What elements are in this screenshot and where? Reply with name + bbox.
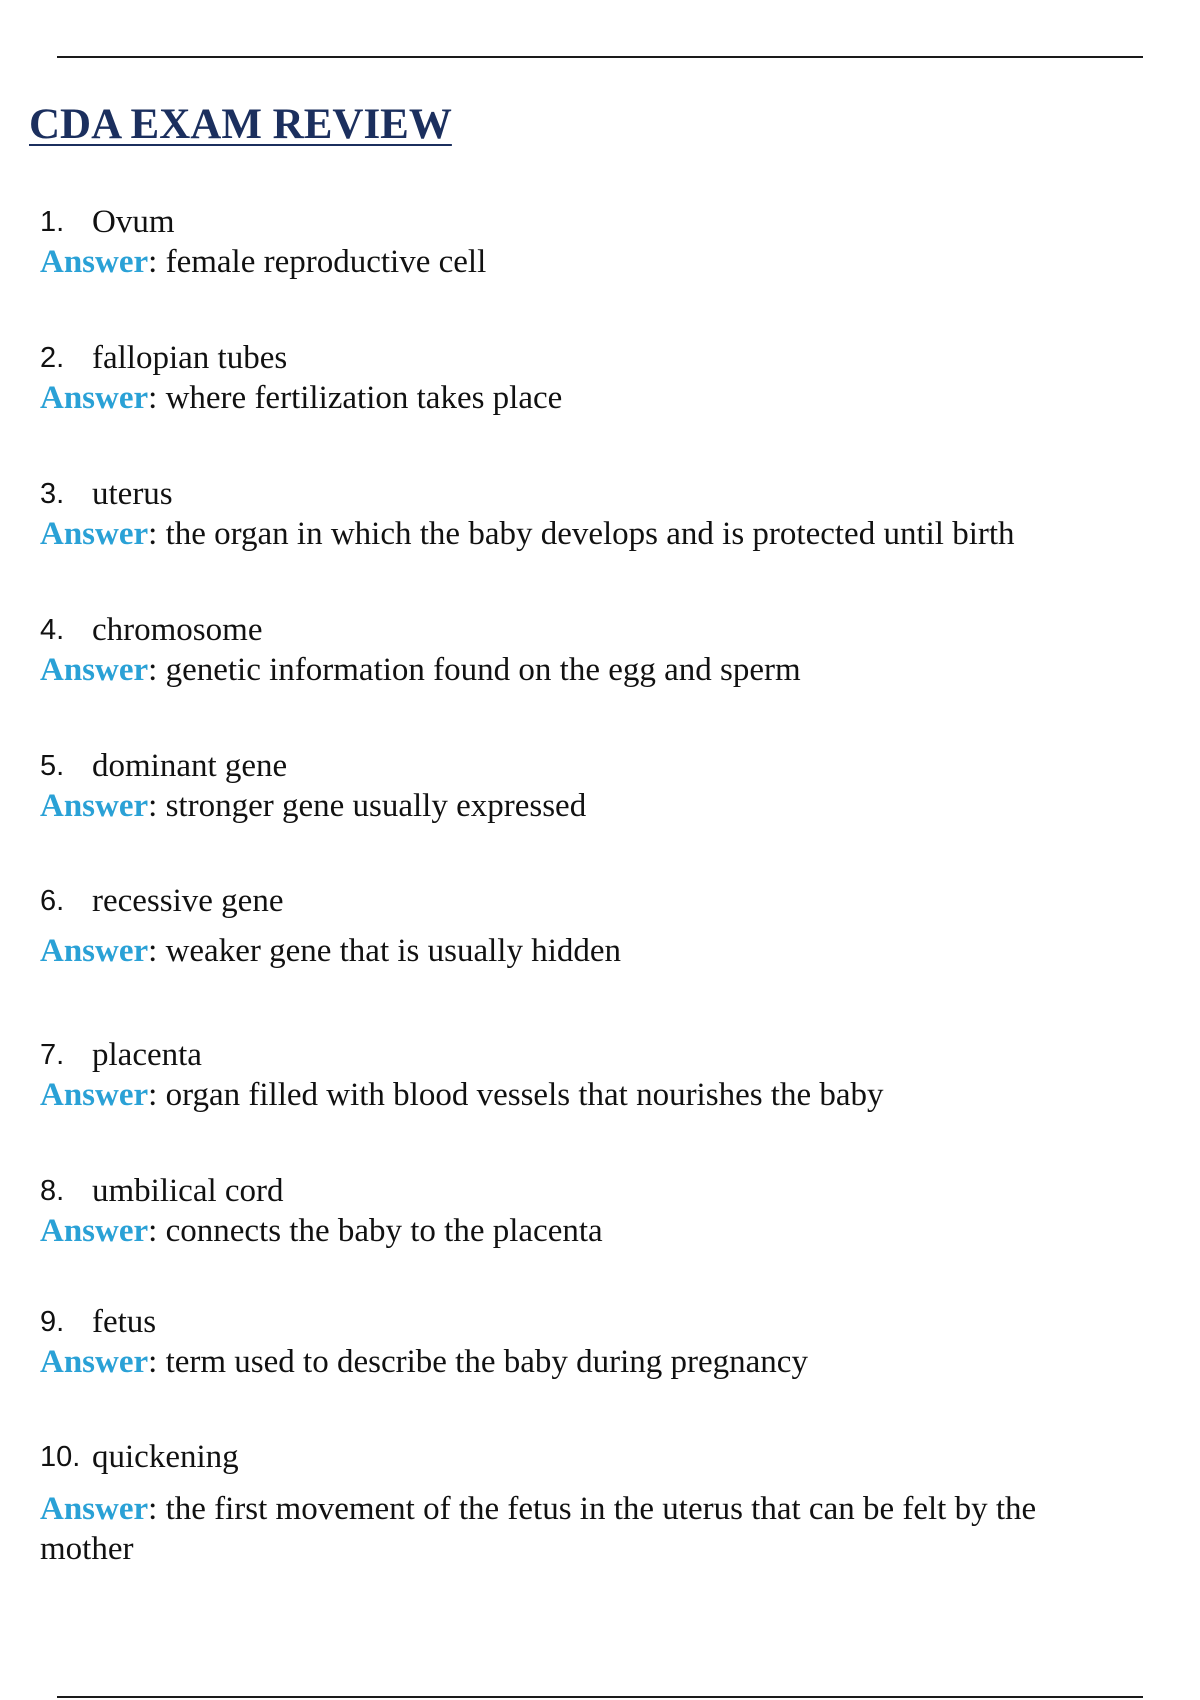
question-number: 5. <box>40 750 65 782</box>
qa-item-1 <box>40 202 1120 282</box>
question-number: 7. <box>40 1039 65 1071</box>
answer-line: Answer: organ filled with blood vessels that nourishes the baby <box>40 1077 884 1113</box>
answer-text: connects the baby to the placenta <box>165 1213 603 1249</box>
answer-text: term used to describe the baby during pregnancy <box>165 1344 808 1380</box>
question-line <box>40 338 1120 378</box>
question-number: 6. <box>40 885 65 917</box>
qa-item-9 <box>40 1302 1120 1382</box>
question-number: 8. <box>40 1175 65 1207</box>
answer-line: Answer: the first movement of the fetus in the uterus that can be felt by the mother <box>40 1491 1037 1567</box>
question-term: Ovum <box>92 204 175 240</box>
answer-line: Answer: where fertilization takes place <box>40 380 563 416</box>
question-number: 2. <box>40 342 65 374</box>
question-number: 3. <box>40 478 65 510</box>
question-line <box>40 1302 1120 1342</box>
top-divider <box>57 56 1143 58</box>
question-line <box>40 202 1120 242</box>
question-term: dominant gene <box>92 748 288 784</box>
answer-text: where fertilization takes place <box>165 380 563 416</box>
question-line <box>40 1171 1120 1211</box>
bottom-divider <box>57 1696 1143 1698</box>
answer-line: Answer: term used to describe the baby during pregnancy <box>40 1344 808 1380</box>
answer-label: Answer <box>40 1213 149 1249</box>
question-number: 10. <box>40 1441 81 1473</box>
question-term: fetus <box>92 1304 157 1340</box>
page-title: CDA EXAM REVIEW <box>29 101 452 148</box>
question-line <box>40 610 1120 650</box>
answer-line: Answer: weaker gene that is usually hidden <box>40 933 622 969</box>
qa-item-4 <box>40 610 1120 690</box>
answer-text: the first movement of the fetus in the uterus that can be felt by the mother <box>40 1491 1037 1567</box>
question-number: 4. <box>40 614 65 646</box>
question-term: recessive gene <box>92 883 284 919</box>
answer-label: Answer <box>40 1344 149 1380</box>
answer-line: Answer: the organ in which the baby develops and is protected until birth <box>40 516 1015 552</box>
qa-item-8 <box>40 1171 1120 1251</box>
answer-line: Answer: connects the baby to the placenta <box>40 1213 603 1249</box>
question-line <box>40 474 1120 514</box>
answer-text: female reproductive cell <box>165 244 487 280</box>
question-term: placenta <box>92 1037 202 1073</box>
question-term: chromosome <box>92 612 263 648</box>
answer-label: Answer <box>40 516 149 552</box>
answer-label: Answer <box>40 1077 149 1113</box>
question-line <box>40 746 1120 786</box>
answer-text: genetic information found on the egg and sperm <box>165 652 801 688</box>
question-line <box>40 881 1120 921</box>
answer-text: the organ in which the baby develops and is protected until birth <box>165 516 1015 552</box>
question-line <box>40 1437 1120 1477</box>
qa-item-7 <box>40 1035 1120 1115</box>
answer-label: Answer <box>40 652 149 688</box>
answer-line: Answer: stronger gene usually expressed <box>40 788 587 824</box>
question-number: 1. <box>40 206 65 238</box>
answer-line: Answer: genetic information found on the egg and sperm <box>40 652 801 688</box>
answer-label: Answer <box>40 244 149 280</box>
question-number: 9. <box>40 1306 65 1338</box>
question-line <box>40 1035 1120 1075</box>
answer-label: Answer <box>40 380 149 416</box>
qa-item-10 <box>40 1437 1120 1569</box>
answer-label: Answer <box>40 933 149 969</box>
answer-line: Answer: female reproductive cell <box>40 244 487 280</box>
qa-item-6 <box>40 881 1120 971</box>
answer-text: weaker gene that is usually hidden <box>165 933 622 969</box>
question-term: quickening <box>92 1439 239 1475</box>
question-term: fallopian tubes <box>92 340 288 376</box>
answer-text: stronger gene usually expressed <box>165 788 587 824</box>
answer-text: organ filled with blood vessels that nourishes the baby <box>165 1077 884 1113</box>
question-term: uterus <box>92 476 173 512</box>
qa-item-3 <box>40 474 1120 554</box>
qa-item-5 <box>40 746 1120 826</box>
qa-item-2 <box>40 338 1120 418</box>
answer-label: Answer <box>40 1491 149 1527</box>
answer-label: Answer <box>40 788 149 824</box>
question-term: umbilical cord <box>92 1173 284 1209</box>
